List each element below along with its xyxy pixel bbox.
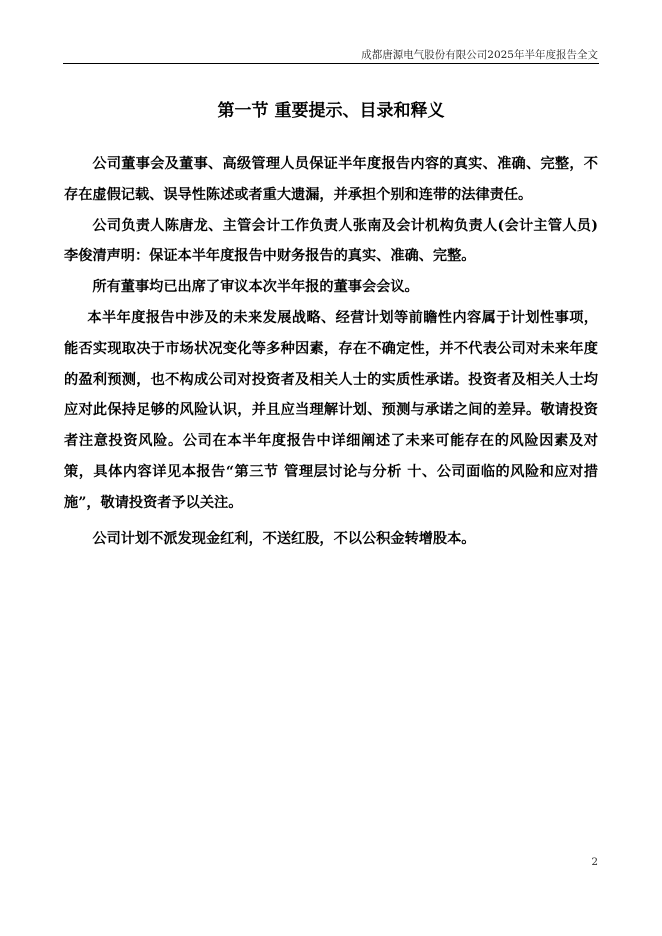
- paragraph-responsible-persons: 公司负责人陈唐龙、主管会计工作负责人张南及会计机构负责人(会计主管人员)李俊清声明：保证本半年度报告中财务报告的真实、准确、完整。: [64, 217, 598, 265]
- paragraph-board-attendance: 所有董事均已出席了审议本次半年报的董事会会议。: [92, 279, 419, 296]
- page-number: 2: [591, 856, 598, 868]
- paragraph-forward-looking-statement: 本半年度报告中涉及的未来发展战略、经营计划等前瞻性内容属于计划性事项，能否实现取决于市场状况变化等多种因素，存在不确定性，并不代表公司对未来年度的盈利预测，也不构成公司对投资者及相关人士的实质性承诺。投资者及相关人士均应对此保持足够的风险认识，并且应当理解计划、预测与承诺之间的差异。敬请投资者注意投资风险。公司在本半年度报告中详细阐述了未来可能存在的风险因素及对策，具体内容详见本报告“第三节 管理层讨论与分析 十、公司面临的风险和应对措施”，敬请投资者予以关注。: [64, 309, 598, 511]
- section-title: 第一节 重要提示、目录和释义: [217, 101, 445, 121]
- document-body: [64, 149, 598, 554]
- paragraph-board-guarantee: 公司董事会及董事、高级管理人员保证半年度报告内容的真实、准确、完整，不存在虚假记载、误导性陈述或者重大遗漏，并承担个别和连带的法律责任。: [64, 156, 598, 203]
- header-divider: [63, 63, 599, 64]
- page-header-title: 成都唐源电气股份有限公司2025年半年度报告全文: [361, 49, 598, 61]
- paragraph-profit-distribution: 公司计划不派发现金红利，不送红股，不以公积金转增股本。: [92, 530, 476, 547]
